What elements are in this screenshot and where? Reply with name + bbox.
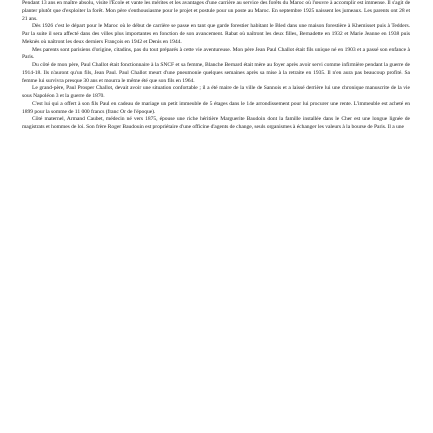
paragraph: C'est lui qui a offert à son fils Paul en cadeau de mariage un petit immeuble de 5 étages dans le 14e arrondissement pour lui procurer une rente. L'immeuble est acheté en 1899 pour la somme de 11 000 francs (franc Or de l'époque). (22, 100, 410, 115)
paragraph: Du côté de mon père, Paul Challot était fonctionnaire à la SNCF et sa femme, Blanche Bernard était mère au foyer après avoir servi comme infirmière pendant la guerre de 1914-18. Ils n'auront qu'un fils, Jean Paul. Paul Challot meurt d'une pneumonie quelques semaines après sa mise à la retraite en 1935. Il n'en aura pas beaucoup profité. Sa femme lui survivra presque 30 ans et mourra le même été que son fils en 1964. (22, 62, 410, 84)
body-text (22, 0, 410, 433)
paragraph: Le grand-père, Paul Prosper Challot, devait avoir une situation confortable ; il a été maire de la ville de Sannois et a laissé derrière lui une chronique manuscrite de la vie sous Napoléon 3 et la guerre de 1870. (22, 85, 410, 99)
paragraph: Mes parents sont parisiens d'origine, citadins, pas du tout préparés à cette vie aventureuse. Mon père Jean Paul Challot était fils unique né en 1903 et a passé son enfance à Paris. (22, 46, 410, 61)
paragraph: Dès 1926 c'est le départ pour le Maroc où le début de carrière se passe en tant que garde forestier habitant le Bled dans une maison forestière à Khemisset puis à Tedders. Par la suite il sera affecté dans des villes plus importantes en fonction de son avancement. Rabat où naîtront les deux filles, Bernadette en 1932 et Marie Jeanne en 1938 puis Meknès où naîtront les deux derniers François en 1942 et Denis en 1944. (22, 23, 410, 45)
paragraph: Pendant 13 ans en maître absolu, visite l'École et vante les mérites et les avantages d'une carrière au service des forêts du Maroc où l'œuvre à accomplir est immense. Il s'agit de planter plutôt que d'exploiter la forêt. Mon père s'enthousiasme pour le projet et postule pour un poste au Maroc. En septembre 1925 naissent les jumeaux. Les parents ont 28 et 21 ans. (22, 0, 410, 22)
paragraph: Côté maternel, Armand Caubet, médecin né vers 1875, épouse une riche héritière Marguerite Baudoin dont la famille installée dans le Cher est une longue lignée de magistrats et hommes de loi. Son frère Roger Baudouin est propriétaire d'une officine d'agents de change, seuls organismes à échanger les valeurs à la bourse de Paris. Il a une (22, 116, 410, 130)
